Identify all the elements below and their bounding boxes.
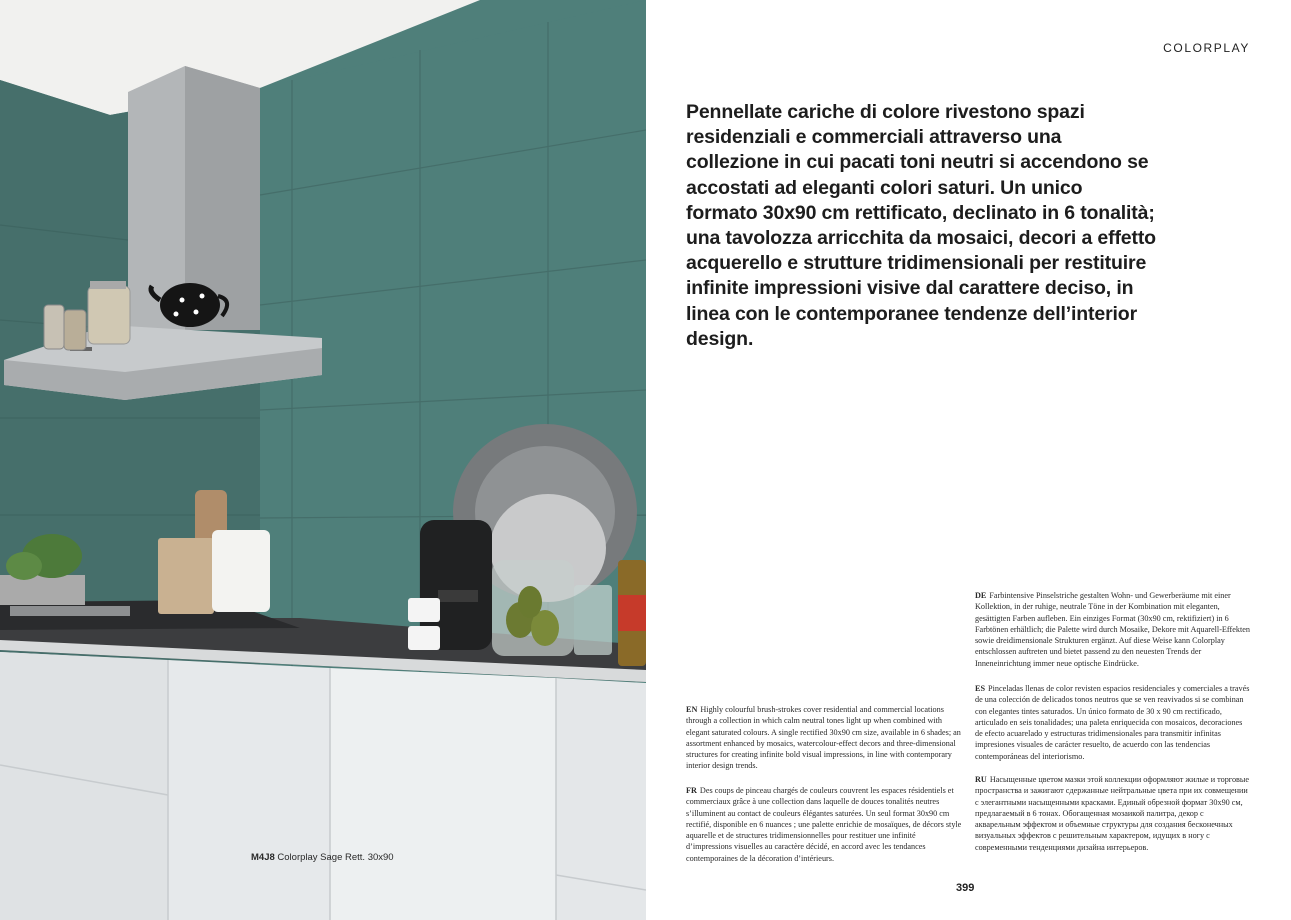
text-block-fr (686, 785, 962, 864)
text-block-es (975, 683, 1251, 762)
caption-text: Colorplay Sage Rett. 30x90 (277, 852, 394, 863)
lang-code-de: DE (975, 591, 987, 600)
text-block-ru (975, 774, 1251, 853)
text-fr: Des coups de pinceau chargés de couleurs couvrent les espaces résidentiels et commerciaux grâce à une collection dans laquelle de douces tonalités neutres s’illuminent au contact de couleurs élégantes saturées. Un seul format 30x90 cm rectifié, disponible en 6 nuances ; une palette enrichie de mosaïques, de décors style aquarelle et de structures tridimensionnelles pour restituer une infinité d’impressions visuelles au caractère décidé, en accord avec les tendances contemporaines de la décoration d’intérieurs. (686, 786, 962, 863)
text-es: Pinceladas llenas de color revisten espacios residenciales y comerciales a través de una colección de delicados tonos neutros que se ven reavivados si se combinan con elegantes tintes saturados. Un único formato de 30 x 90 cm rectificado, articulado en seis tonalidades; una paleta enriquecida con mosaicos, decoraciones de efecto acuarelado y estructuras tridimensionales para transmitir infinitas impresiones visuales de carácter resuelto, de acuerdo con las tendencias contemporáneas del interiorismo. (975, 684, 1250, 761)
lang-code-ru: RU (975, 775, 987, 784)
text-ru: Насыщенные цветом мазки этой коллекции оформляют жилые и торговые пространства и зажигают сдержанные нейтральные цвета при их совмещении с элегантными насыщенными красками. Единый обрезной формат 30x90 см, предлагаемый в 6 тонах. Обогащенная мозаикой палитра, декор с акварельным эффектом и объемные структуры для создания бесконечных визуальных эффектов с решительным характером, идущих в ногу с современными тенденциями дизайна интерьеров. (975, 775, 1250, 852)
lang-code-en: EN (686, 705, 698, 714)
text-block-de (975, 590, 1251, 669)
text-block-en (686, 704, 962, 772)
text-en: Highly colourful brush-strokes cover residential and commercial locations through a collection in which calm neutral tones light up when combined with elegant saturated colours. A single rectified 30x90 cm size, available in 6 shades; an assortment enhanced by mosaics, watercolour-effect decors and three-dimensional structures for creating infinite bold visual impressions, in line with contemporary interior design trends. (686, 705, 961, 771)
lang-code-fr: FR (686, 786, 697, 795)
lead-paragraph-it: Pennellate cariche di colore rivestono spazi residenziali e commerciali attraverso una collezione in cui pacati toni neutri si accendono se accostati ad eleganti colori saturi. Un unico formato 30x90 cm rettificato, declinato in 6 tonalità; una tavolozza arricchita da mosaici, decori a effetto acquerello e strutture tridimensionali per restituire infinite impressioni visive dal carattere deciso, in linea con le contemporanee tendenze dell’interior design. (686, 101, 1156, 350)
text-de: Farbintensive Pinselstriche gestalten Wohn- und Gewerberäume mit einer Kollektion, in der ruhige, neutrale Töne in der Kombination mit eleganten, gesättigten Farben aufleben. Ein einziges Format (30x90 cm, rektifiziert) in 6 Farbtönen erhältlich; die Palette wird durch Mosaike, Dekore mit Aquarell-Effekten sowie dreidimensionale Strukturen ergänzt. Auf diese Weise kann Colorplay entschlossen auftreten und bietet passend zu den neuesten Trends der Inneneinrichtung immer neue optische Eindrücke. (975, 591, 1250, 668)
lang-code-es: ES (975, 684, 986, 693)
page-number: 399 (956, 882, 975, 894)
collection-title: COLORPLAY (1163, 41, 1250, 55)
photo-caption (251, 852, 394, 863)
caption-code: M4J8 (251, 852, 275, 863)
